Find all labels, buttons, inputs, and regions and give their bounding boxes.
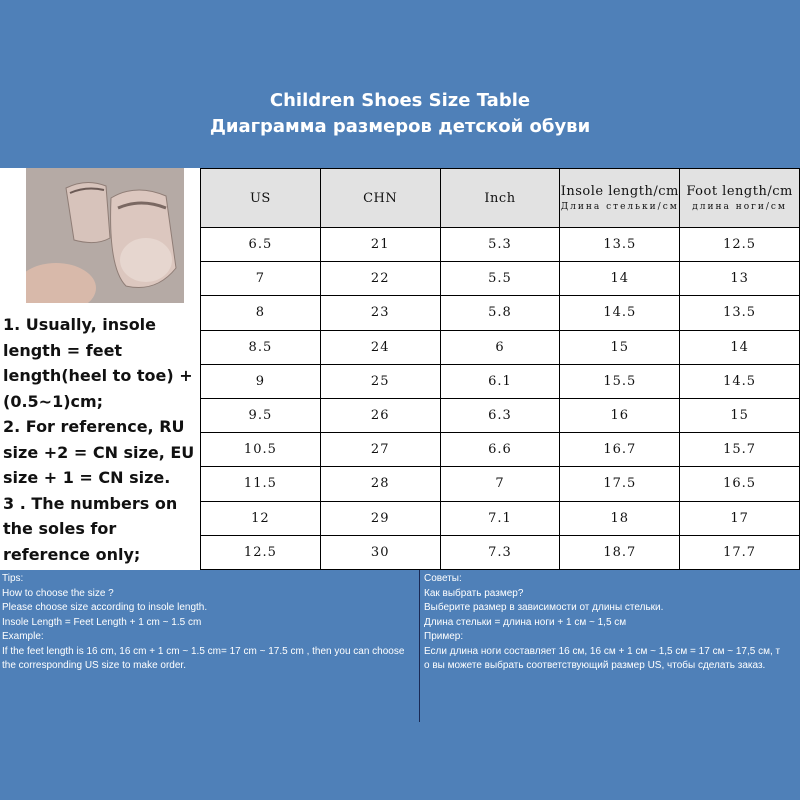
cell-foot: 15	[680, 398, 800, 432]
cell-inch: 5.3	[440, 228, 560, 262]
size-table	[200, 168, 800, 570]
size-notes: 1. Usually, insole length = feet length(heel to toe) + (0.5~1)cm; 2. For reference, RU size +2 = CN size, EU size + 1 = CN size. 3 . The numbers on the soles for reference only;	[3, 315, 195, 564]
header-us: US	[201, 169, 321, 228]
cell-foot: 17	[680, 501, 800, 535]
title-russian: Диаграмма размеров детской обуви	[209, 116, 591, 137]
cell-foot: 13.5	[680, 296, 800, 330]
cell-chn: 26	[320, 398, 440, 432]
table-row	[201, 330, 800, 364]
table-row	[201, 296, 800, 330]
tips-heading: Tips:	[2, 573, 24, 584]
cell-inch: 6	[440, 330, 560, 364]
tips-russian	[424, 572, 800, 674]
cell-us: 9.5	[201, 398, 321, 432]
tips-line: How to choose the size ?	[2, 587, 114, 599]
table-header-row	[201, 169, 800, 228]
cell-chn: 22	[320, 262, 440, 296]
tips-line: Example:	[2, 631, 44, 642]
tips-line: Insole Length = Feet Length + 1 cm ~ 1.5 cm	[2, 616, 202, 628]
cell-insole: 16	[560, 398, 680, 432]
cell-insole: 15	[560, 330, 680, 364]
cell-foot: 16.5	[680, 467, 800, 501]
cell-inch: 7.3	[440, 535, 560, 569]
cell-us: 9	[201, 364, 321, 398]
cell-insole: 18.7	[560, 535, 680, 569]
cell-us: 10.5	[201, 433, 321, 467]
cell-inch: 6.6	[440, 433, 560, 467]
cell-chn: 21	[320, 228, 440, 262]
table-row	[201, 262, 800, 296]
cell-chn: 28	[320, 467, 440, 501]
cell-chn: 23	[320, 296, 440, 330]
cell-us: 8	[201, 296, 321, 330]
header-chn: CHN	[320, 169, 440, 228]
cell-foot: 17.7	[680, 535, 800, 569]
tips-line: Выберите размер в зависимости от длины стельки.	[424, 602, 664, 613]
cell-us: 6.5	[201, 228, 321, 262]
shoe-image	[26, 168, 184, 303]
table-row	[201, 467, 800, 501]
header-foot-length: Foot length/cm длина ноги/см	[680, 169, 800, 228]
cell-foot: 14.5	[680, 364, 800, 398]
tips-heading: Советы:	[424, 573, 462, 584]
cell-insole: 14.5	[560, 296, 680, 330]
cell-inch: 7.1	[440, 501, 560, 535]
table-row	[201, 501, 800, 535]
product-photo	[26, 168, 184, 303]
cell-insole: 13.5	[560, 228, 680, 262]
tips-line: Пример:	[424, 631, 464, 642]
cell-insole: 14	[560, 262, 680, 296]
cell-foot: 15.7	[680, 433, 800, 467]
cell-us: 8.5	[201, 330, 321, 364]
tips-line: о вы можете выбрать соответствующий размер US, чтобы сделать заказ.	[424, 660, 766, 671]
cell-chn: 30	[320, 535, 440, 569]
cell-foot: 12.5	[680, 228, 800, 262]
header-insole-length: Insole length/cm Длина стельки/см	[560, 169, 680, 228]
tips-line: Длина стельки = длина ноги + 1 см ~ 1,5 см	[424, 616, 627, 628]
cell-insole: 17.5	[560, 467, 680, 501]
table-row	[201, 433, 800, 467]
table-row	[201, 398, 800, 432]
cell-us: 7	[201, 262, 321, 296]
tips-line: Если длина ноги составляет 16 см, 16 см + 1 см ~ 1,5 см = 17 см ~ 17,5 см, т	[424, 645, 781, 657]
cell-inch: 6.3	[440, 398, 560, 432]
cell-us: 12	[201, 501, 321, 535]
tips-section	[0, 570, 800, 722]
cell-inch: 7	[440, 467, 560, 501]
cell-insole: 18	[560, 501, 680, 535]
header-inch: Inch	[440, 169, 560, 228]
cell-insole: 15.5	[560, 364, 680, 398]
cell-foot: 13	[680, 262, 800, 296]
cell-chn: 25	[320, 364, 440, 398]
cell-chn: 24	[320, 330, 440, 364]
table-row	[201, 364, 800, 398]
cell-inch: 5.5	[440, 262, 560, 296]
tips-english	[2, 572, 416, 674]
cell-inch: 5.8	[440, 296, 560, 330]
title-block	[0, 88, 800, 140]
tips-line: Please choose size according to insole length.	[2, 602, 208, 613]
cell-insole: 16.7	[560, 433, 680, 467]
cell-foot: 14	[680, 330, 800, 364]
table-row	[201, 535, 800, 569]
tips-line: If the feet length is 16 cm, 16 cm + 1 cm ~ 1.5 cm= 17 cm ~ 17.5 cm , then you can choose the corresponding US size to make order.	[2, 645, 405, 671]
cell-us: 12.5	[201, 535, 321, 569]
cell-inch: 6.1	[440, 364, 560, 398]
title-english: Children Shoes Size Table	[269, 90, 531, 111]
cell-chn: 27	[320, 433, 440, 467]
cell-chn: 29	[320, 501, 440, 535]
table-row	[201, 228, 800, 262]
cell-us: 11.5	[201, 467, 321, 501]
tips-line: Как выбрать размер?	[424, 587, 524, 599]
tips-divider	[419, 570, 420, 722]
